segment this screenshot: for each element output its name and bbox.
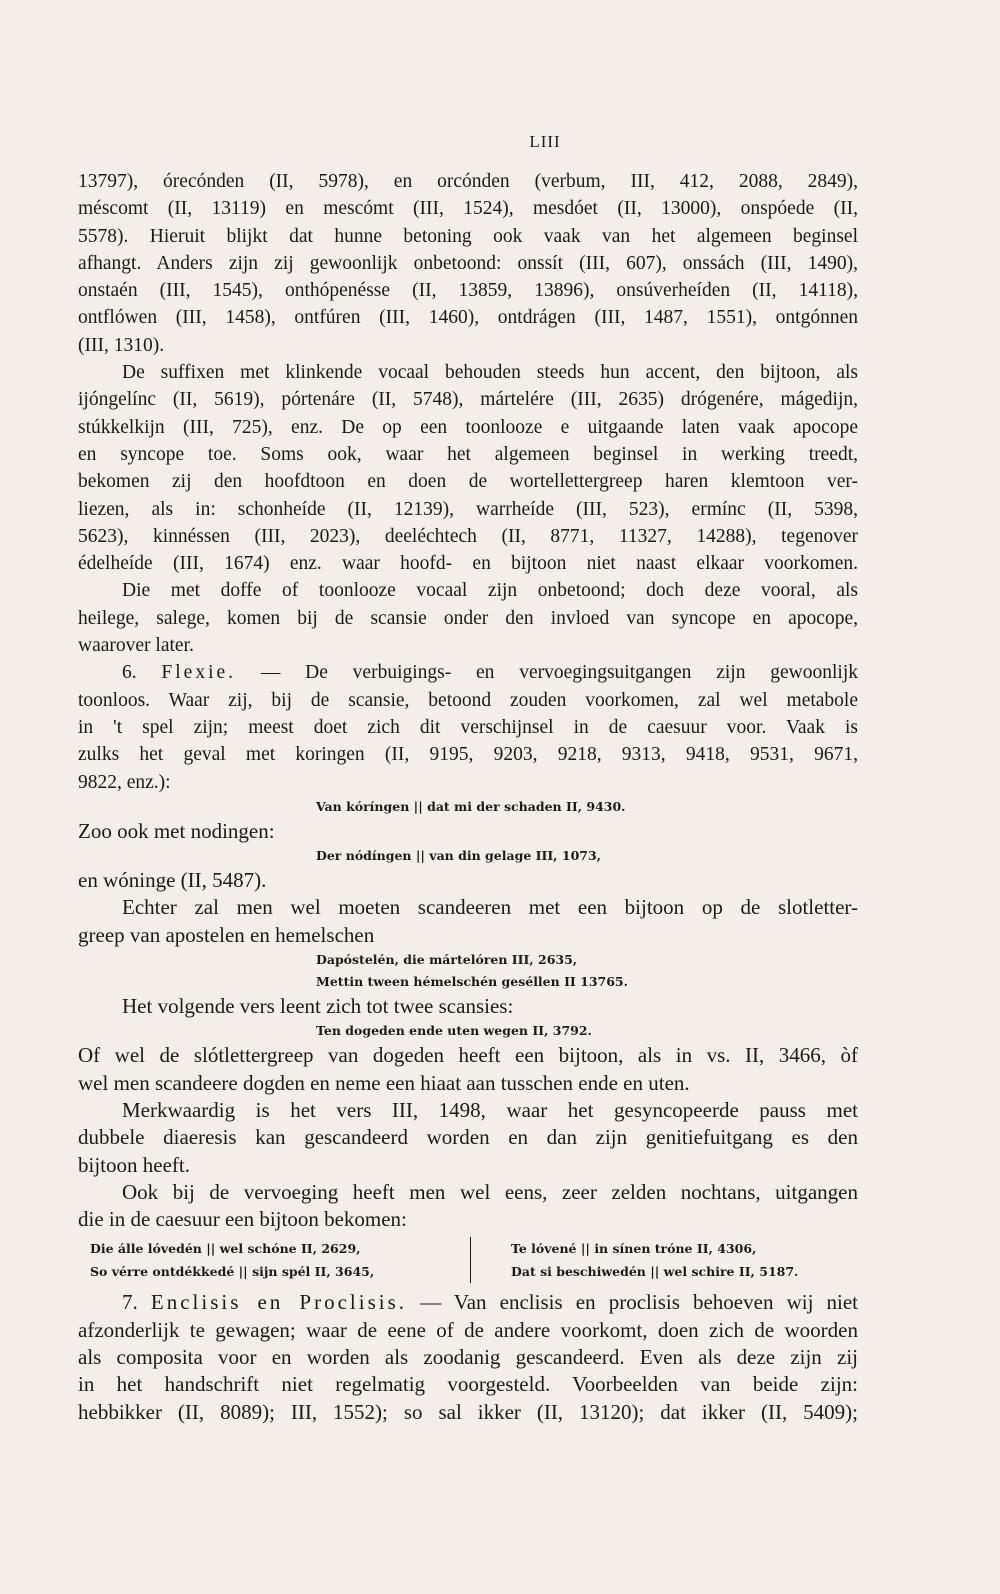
text-line: Ook bij de vervoeging heeft men wel eens, zeer zelden nochtans, uitgangen (122, 1179, 858, 1204)
text-line: wel men scandeere dogden en neme een hiaat aan tusschen ende en uten. (78, 1070, 690, 1095)
section-number: 6. (122, 662, 137, 684)
text-line: en wóninge (II, 5487). (78, 868, 267, 893)
verse-quote-columns (78, 1237, 858, 1283)
text-line: als composita voor en worden als zoodanig gescandeerd. Even als deze zijn zij (78, 1344, 858, 1369)
verse-quote: Te lóvené || in sínen tróne II, 4306, (511, 1241, 757, 1257)
text-line: édelheíde (III, 1674) enz. waar hoofd- en bijtoon niet naast elkaar voorkomen. (78, 553, 858, 575)
text-line: waarover later. (78, 635, 194, 657)
page-number: LIII (529, 132, 561, 151)
verse-quote-right (470, 1237, 798, 1283)
text-line: en syncope toe. Soms ook, waar het algemeen beginsel in werking treedt, (78, 443, 858, 465)
text-line: Merkwaardig is het vers III, 1498, waar het gesyncopeerde pauss met (122, 1097, 858, 1122)
section-number: 7. (122, 1290, 138, 1315)
text-line: in 't spel zijn; meest doet zich dit verschijnsel in de caesuur voor. Vaak is (78, 716, 858, 738)
verse-quote: Die álle lóvedén || wel schóne II, 2629, (90, 1241, 361, 1257)
text-line: 13797), órecónden (II, 5978), en orcónden (verbum, III, 412, 2088, 2849), (78, 171, 858, 192)
text-line: méscomt (II, 13119) en mescómt (III, 1524), mesdóet (II, 13000), onspóede (II, (78, 198, 858, 220)
text-line: bijtoon heeft. (78, 1152, 190, 1177)
text-line: (III, 1310). (78, 334, 165, 356)
section-title: Flexie. (161, 662, 237, 684)
text-line: zulks het geval met koringen (II, 9195, 9203, 9218, 9313, 9418, 9531, 9671, (78, 744, 858, 766)
text-line: Die met doffe of toonlooze vocaal zijn onbetoond; doch deze vooral, als (122, 580, 858, 602)
text-line: ijóngelínc (II, 5619), pórtenáre (II, 5748), mártelére (III, 2635) drógenére, mágedijn, (78, 389, 858, 411)
text-line: dubbele diaeresis kan gescandeerd worden en dan zijn genitiefuitgang es den (78, 1125, 858, 1150)
verse-quote: Dapóstelén, die mártelóren III, 2635, (316, 952, 578, 968)
text-line: De suffixen met klinkende vocaal behouden steeds hun accent, den bijtoon, als (122, 362, 858, 384)
verse-quote: Ten dogeden ende uten wegen II, 3792. (316, 1023, 592, 1039)
text-line: toonloos. Waar zij, bij de scansie, betoond zouden voorkomen, zal wel metabole (78, 689, 858, 711)
verse-quote: Der nódíngen || van din gelage III, 1073, (316, 848, 602, 864)
verse-quote: So vérre ontdékkedé || sijn spél II, 3645, (90, 1264, 375, 1280)
verse-quote: Van kóríngen || dat mi der schaden II, 9430. (316, 798, 626, 814)
text-line: stúkkelkijn (III, 725), enz. De op een toonlooze e uitgaande laten vaak apocope (78, 416, 858, 438)
text-line: Echter zal men wel moeten scandeeren met een bijtoon op de slotletter- (122, 895, 858, 920)
text-line: afzonderlijk te gewagen; waar de eene of de andere voorkomt, doen zich de woorden (78, 1317, 858, 1342)
text-line: afhangt. Anders zijn zij gewoonlijk onbetoond: onssít (III, 607), onssách (III, 1490), (78, 252, 858, 274)
text-line: Of wel de slótlettergreep van dogeden heeft een bijtoon, als in vs. II, 3466, òf (78, 1043, 858, 1068)
paragraph-dull-vowels (78, 577, 858, 659)
section-title: Enclisis en Proclisis. (150, 1290, 408, 1315)
text-line: Het volgende vers leent zich tot twee scansies: (122, 994, 514, 1019)
text-line: die in de caesuur een bijtoon bekomen: (78, 1207, 407, 1232)
section-text: — Van enclisis en proclisis behoeven wij niet (420, 1290, 859, 1315)
text-line: in het handschrift niet regelmatig voorgesteld. Voorbeelden van beide zijn: (78, 1372, 858, 1397)
text-line: onstaén (III, 1545), onthópenésse (II, 13859, 13896), onsúverheíden (II, 14118), (78, 280, 858, 302)
verse-quote: Mettin tween hémelschén geséllen II 13765. (316, 974, 628, 990)
text-line: hebbikker (II, 8089); III, 1552); so sal ikker (II, 13120); dat ikker (II, 5409); (78, 1399, 858, 1424)
verse-quote-left (78, 1237, 470, 1283)
verse-quote: Dat si beschiwedén || wel schire II, 5187. (511, 1264, 799, 1280)
section-flexie (78, 659, 858, 1283)
paragraph-suffixes (78, 359, 858, 577)
section-enclisis (78, 1289, 858, 1425)
text-line: liezen, als in: schonheíde (II, 12139), warrheíde (III, 523), ermínc (II, 5398, (78, 498, 858, 520)
section-heading-line (78, 659, 858, 686)
section-heading-line (78, 1289, 858, 1316)
text-line: Zoo ook met nodingen: (78, 818, 275, 843)
section-text: — De verbuigings- en vervoegingsuitgangen zijn gewoonlijk (260, 662, 858, 684)
text-line: 5623), kinnéssen (III, 2023), deeléchtech (II, 8771, 11327, 14288), tegenover (78, 525, 858, 547)
text-line: 5578). Hieruit blijkt dat hunne betoning ook vaak van het algemeen beginsel (78, 225, 858, 247)
text-column (78, 168, 858, 1426)
text-line: bekomen zij den hoofdtoon en doen de wortellettergreep haren klemtoon ver- (78, 471, 858, 493)
text-line: greep van apostelen en hemelschen (78, 922, 375, 947)
text-line: heilege, salege, komen bij de scansie onder den invloed van syncope en apocope, (78, 607, 858, 629)
paragraph-accent-examples (78, 168, 858, 359)
text-line: 9822, enz.): (78, 771, 171, 793)
text-line: ontflówen (III, 1458), ontfúren (III, 1460), ontdrágen (III, 1487, 1551), ontgónnen (78, 307, 858, 329)
